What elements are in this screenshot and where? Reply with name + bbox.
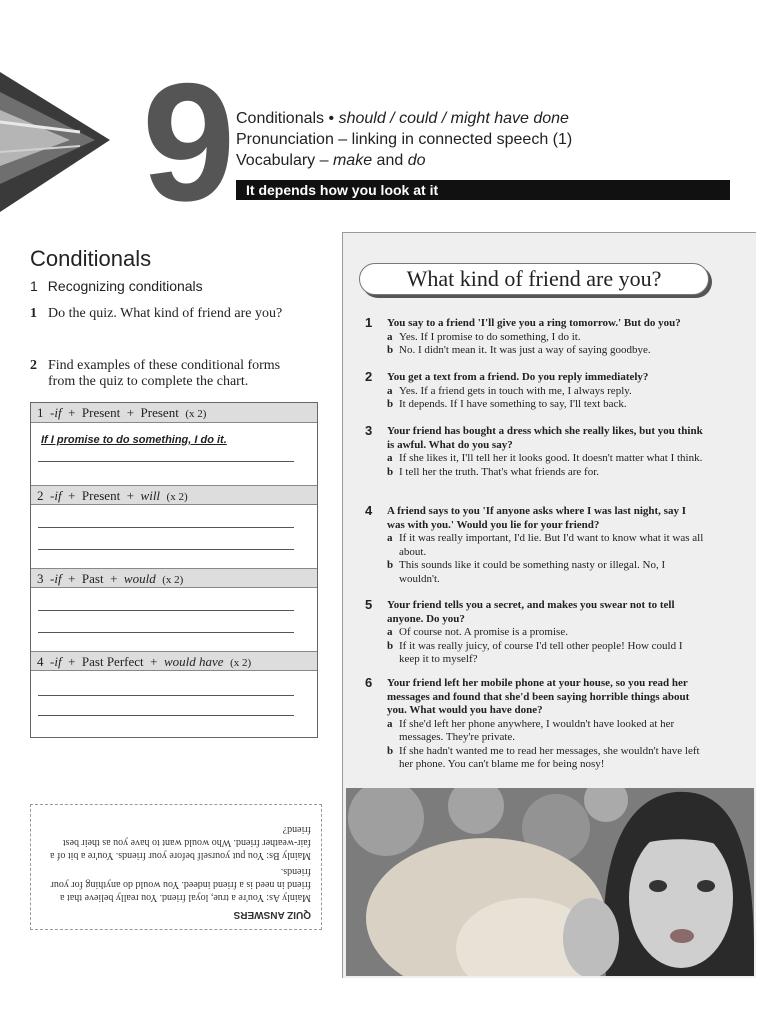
chart-row-heading: 4 -if + Past Perfect + would have (x 2): [31, 651, 317, 671]
quiz-option-b[interactable]: b It depends. If I have something to say, I'll text back.: [387, 398, 627, 410]
chart-example-answer: If I promise to do something, I do it.: [41, 434, 227, 446]
answer-line[interactable]: [38, 695, 294, 696]
quiz-question-6: 6 Your friend left her mobile phone at your house, so you read her messages and found that she'd been saying horrible things about you. What would you have done? a If she'd left her phone anywhere, I wouldn't have looked at her messages. They're private. b If she hadn't wanted me to read her messages, she wouldn't have left her phone. You can't blame me for being nosy!: [365, 677, 705, 772]
quiz-question-5: 5 Your friend tells you a secret, and makes you swear not to tell anyone. Do you? a Of course not. A promise is a promise. b If it was really juicy, of course I'd tell other people! How could I keep it to myself?: [365, 599, 705, 667]
quiz-option-b[interactable]: b If she hadn't wanted me to read her messages, she wouldn't have left her phone. You can't blame me for being nosy!: [387, 744, 700, 770]
instruction-1: 1 Do the quiz. What kind of friend are you?: [30, 306, 283, 321]
answer-line[interactable]: [38, 610, 294, 611]
quiz-answers-upside-down: QUIZ ANSWERS Mainly As: You're a true, loyal friend. You really believe that a friend in need is a friend indeed. You would do anything for your friends. Mainly Bs: You put yourself before your friends. You're a bit of a fair-weather friend. Who would want to have you as their best friend?: [30, 804, 322, 930]
unit-title-banner: It depends how you look at it: [236, 180, 730, 200]
answers-mainly-a: Mainly As: You're a true, loyal friend. You really believe that a friend in need is a friend indeed. You would do anything for your friends.: [50, 866, 311, 903]
exercise-heading: 1 Recognizing conditionals: [30, 278, 203, 294]
chart-row-4: [31, 651, 317, 737]
quiz-option-a[interactable]: a Yes. If I promise to do something, I do it.: [387, 330, 581, 343]
quiz-option-b[interactable]: b No. I didn't mean it. It was just a way of saying goodbye.: [387, 344, 651, 356]
girls-whispering-photo: [346, 788, 754, 976]
instruction-2: 2 Find examples of these conditional forms from the quiz to complete the chart.: [30, 358, 281, 389]
chart-row-heading: 1 -if + Present + Present (x 2): [31, 403, 317, 423]
answers-mainly-b: Mainly Bs: You put yourself before your friends. You're a bit of a fair-weather friend. Who would want to have you as their best friend?: [50, 824, 311, 861]
answer-line[interactable]: [38, 715, 294, 716]
chart-row-1: [31, 403, 317, 487]
chart-row-2: [31, 485, 317, 569]
quiz-option-b[interactable]: b If it was really juicy, of course I'd tell other people! How could I keep it to myself?: [387, 639, 683, 665]
quiz-question-3: 3 Your friend has bought a dress which she really likes, but you think is awful. What do you say? a If she likes it, I'll tell her it looks good. It doesn't matter what I think. b I tell her the truth. That's what friends are for.: [365, 425, 705, 479]
chart-row-3: [31, 568, 317, 652]
quiz-question-2: 2 You get a text from a friend. Do you reply immediately? a Yes. If a friend gets in touch with me, I always reply. b It depends. If I have something to say, I'll text back.: [365, 371, 705, 412]
answer-line[interactable]: [38, 632, 294, 633]
chart-row-heading: 3 -if + Past + would (x 2): [31, 568, 317, 588]
topic-vocabulary: Vocabulary – make and do: [236, 152, 426, 169]
answer-line[interactable]: [38, 461, 294, 462]
quiz-option-a[interactable]: a If it was really important, I'd lie. But I'd want to know what it was all about.: [387, 532, 704, 558]
chart-row-heading: 2 -if + Present + will (x 2): [31, 485, 317, 505]
quiz-question-4: 4 A friend says to you 'If anyone asks where I was last night, say I was with you.' Would you lie for your friend? a If it was really important, I'd lie. But I'd want to know what it was all about. b This sounds like it could be something nasty or illegal. No, I wouldn't.: [365, 503, 704, 585]
topic-pronunciation: Pronunciation – linking in connected speech (1): [236, 131, 573, 148]
topic-grammar: Conditionals • should / could / might have done: [236, 110, 569, 127]
unit-number: 9: [142, 48, 232, 236]
quiz-option-a[interactable]: a Of course not. A promise is a promise.: [387, 626, 568, 638]
quiz-option-a[interactable]: a If she'd left her phone anywhere, I wouldn't have looked at her messages. They're private.: [387, 717, 675, 743]
quiz-option-b[interactable]: b I tell her the truth. That's what friends are for.: [387, 465, 600, 478]
unit-header-decoration: [0, 62, 120, 222]
quiz-title: What kind of friend are you?: [359, 263, 709, 295]
unit-topics: [236, 108, 572, 171]
quiz-option-b[interactable]: b This sounds like it could be something nasty or illegal. No, I wouldn't.: [387, 559, 666, 585]
answer-line[interactable]: [38, 527, 294, 528]
conditionals-chart: [30, 402, 318, 738]
quiz-option-a[interactable]: a If she likes it, I'll tell her it looks good. It doesn't matter what I think.: [387, 452, 703, 464]
quiz-option-a[interactable]: a Yes. If a friend gets in touch with me, I always reply.: [387, 384, 632, 397]
quiz-question-1: 1 You say to a friend 'I'll give you a ring tomorrow.' But do you? a Yes. If I promise to do something, I do it. b No. I didn't mean it. It was just a way of saying goodbye.: [365, 317, 705, 358]
answer-line[interactable]: [38, 549, 294, 550]
section-title: Conditionals: [30, 246, 152, 271]
